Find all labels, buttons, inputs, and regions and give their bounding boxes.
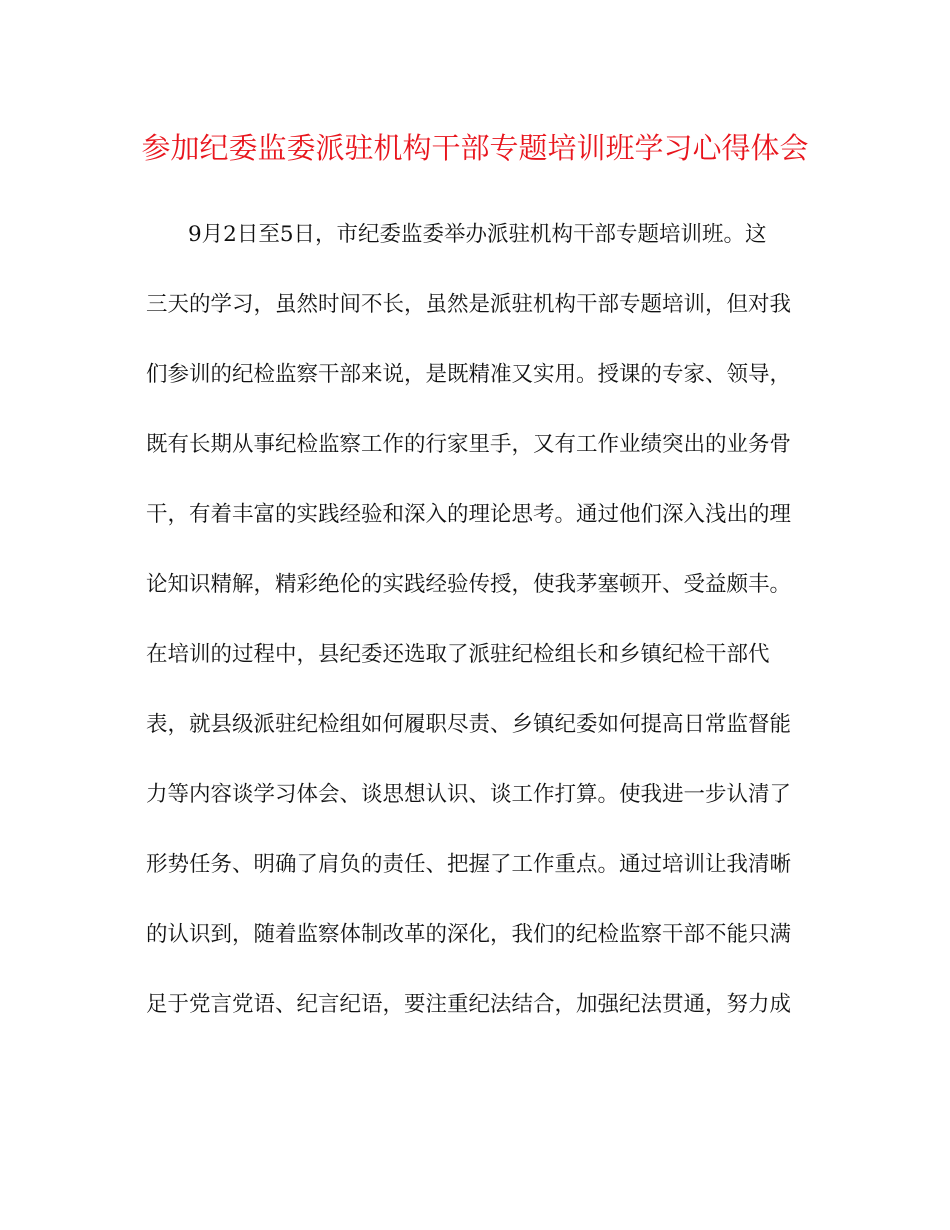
text-line-4: 既有长期从事纪检监察工作的行家里手，又有工作业绩突出的业务骨 [146,432,792,457]
text-line-1: 9月2日至5日，市纪委监委举办派驻机构干部专题培训班。这 [188,222,767,247]
text-line-3: 们参训的纪检监察干部来说，是既精准又实用。授课的专家、领导， [146,362,792,387]
text-line-12: 足于党言党语、纪言纪语，要注重纪法结合，加强纪法贯通，努力成 [146,992,792,1017]
text-line-11: 的认识到，随着监察体制改革的深化，我们的纪检监察干部不能只满 [146,922,792,947]
text-line-5: 干，有着丰富的实践经验和深入的理论思考。通过他们深入浅出的理 [146,502,792,527]
text-line-7: 在培训的过程中，县纪委还选取了派驻纪检组长和乡镇纪检干部代 [146,642,770,667]
document-title: 参加纪委监委派驻机构干部专题培训班学习心得体会 [141,131,809,165]
text-line-10: 形势任务、明确了肩负的责任、把握了工作重点。通过培训让我清晰 [146,852,792,877]
text-line-6: 论知识精解，精彩绝伦的实践经验传授，使我茅塞顿开、受益颇丰。 [146,572,792,597]
text-line-2: 三天的学习，虽然时间不长，虽然是派驻机构干部专题培训，但对我 [146,292,792,317]
text-line-8: 表，就县级派驻纪检组如何履职尽责、乡镇纪委如何提高日常监督能 [146,712,792,737]
text-line-9: 力等内容谈学习体会、谈思想认识、谈工作打算。使我进一步认清了 [146,782,792,807]
